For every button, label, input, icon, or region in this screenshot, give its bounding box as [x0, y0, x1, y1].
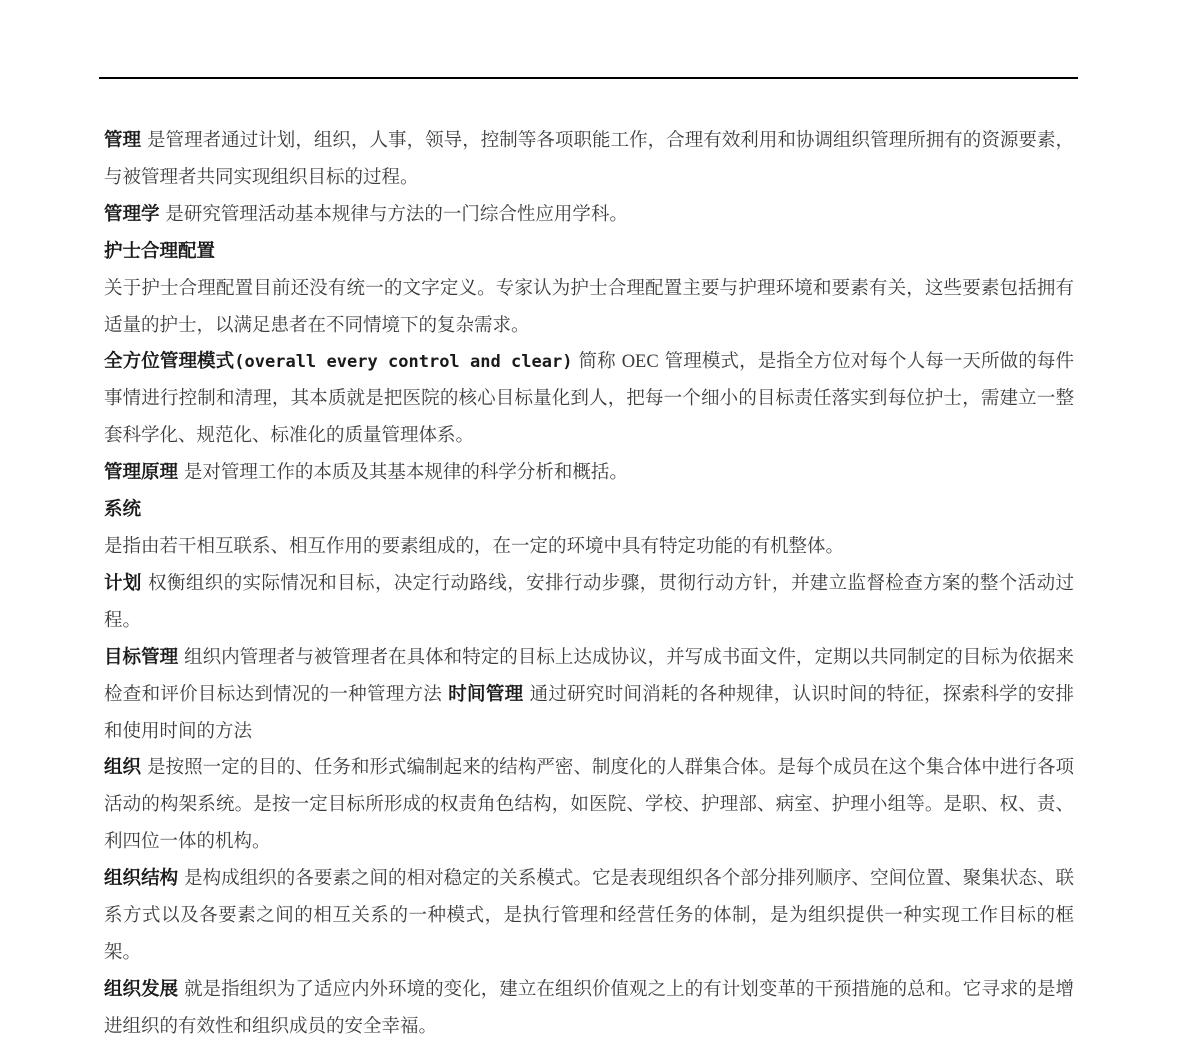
entry-nurse-allocation-text	[104, 271, 1074, 345]
definition-text: 管理模式，是指全方位对每个人每一天所做的每件事情进行控制和清理，其本质就是把医院的核心目标量化到人，把每一个细小的目标责任落实到每位护士，需建立一整套科学化、规范化、标准化的质量管理体系。	[104, 351, 1074, 447]
entry-organization	[104, 750, 1074, 861]
definition-text: 组织内管理者与被管理者在具体和特定的目标上达成协议，并写成书面文件，定期以共同制定的目标为依据来检查和评价目标达到情况的一种管理方法	[104, 646, 1074, 705]
term-heading: 目标管理	[104, 646, 179, 668]
term-heading: 护士合理配置	[104, 240, 216, 262]
entry-nurse-allocation-heading	[104, 234, 1074, 271]
header-rule	[99, 77, 1078, 79]
entry-organization-structure	[104, 861, 1074, 972]
definition-text: 就是指组织为了适应内外环境的变化，建立在组织价值观之上的有计划变革的干预措施的总和。它寻求的是增进组织的有效性和组织成员的安全幸福。	[104, 978, 1074, 1037]
term-heading: 时间管理	[448, 683, 524, 705]
definition-text: 是构成组织的各要素之间的相对稳定的关系模式。它是表现组织各个部分排列顺序、空间位置、聚集状态、联系方式以及各要素之间的相互关系的一种模式，是执行管理和经营任务的体制，是为组织提供一种实现工作目标的框架。	[104, 868, 1074, 963]
term-heading: 系统	[104, 499, 142, 521]
entry-objective-management	[104, 640, 1074, 751]
entry-management-science	[104, 197, 1074, 234]
term-heading: 管理原理	[104, 462, 179, 484]
term-heading: 计划	[104, 572, 142, 594]
definition-text: 是管理者通过计划，组织，人事，领导，控制等各项职能工作，合理有效利用和协调组织管理所拥有的资源要素，与被管理者共同实现组织目标的过程。	[104, 130, 1074, 188]
term-heading: 组织	[104, 757, 142, 779]
definition-text: 是研究管理活动基本规律与方法的一门综合性应用学科。	[159, 203, 628, 225]
definition-text: 通过研究时间消耗的各种规律，认识时间的特征，探索科学的安排和使用时间的方法	[104, 683, 1074, 742]
term-heading: 管理学	[104, 203, 160, 225]
term-heading: 组织发展	[104, 978, 179, 1000]
definition-text: 是指由若干相互联系、相互作用的要素组成的，在一定的环境中具有特定功能的有机整体。	[104, 535, 845, 557]
term-english: (overall every control and clear)	[234, 352, 573, 373]
definition-text: 是按照一定的目的、任务和形式编制起来的结构严密、制度化的人群集合体。是每个成员在这个集合体中进行各项活动的构架系统。是按一定目标所形成的权责角色结构，如医院、学校、护理部、病室、护理小组等。是职、权、责、利四位一体的机构。	[104, 757, 1074, 853]
definitions-body	[104, 123, 1074, 1046]
entry-planning	[104, 566, 1074, 640]
entry-management-principle	[104, 455, 1074, 492]
entry-organization-development	[104, 972, 1074, 1046]
definition-text: 权衡组织的实际情况和目标，决定行动路线，安排行动步骤，贯彻行动方针，并建立监督检查方案的整个活动过程。	[104, 572, 1074, 631]
entry-management	[104, 123, 1074, 197]
term-abbreviation: OEC	[621, 352, 659, 373]
term-heading: 全方位管理模式	[104, 351, 235, 373]
definition-text: 是对管理工作的本质及其基本规律的科学分析和概括。	[178, 462, 628, 484]
definition-text: 关于护士合理配置目前还没有统一的文字定义。专家认为护士合理配置主要与护理环境和要素有关，这些要素包括拥有适量的护士，以满足患者在不同情境下的复杂需求。	[104, 277, 1074, 336]
entry-oec-model	[104, 344, 1074, 455]
term-heading: 组织结构	[104, 868, 179, 890]
entry-system-heading	[104, 492, 1074, 529]
definition-text: 简称	[572, 351, 622, 373]
term-heading: 管理	[104, 130, 142, 151]
entry-system-text	[104, 529, 1074, 566]
